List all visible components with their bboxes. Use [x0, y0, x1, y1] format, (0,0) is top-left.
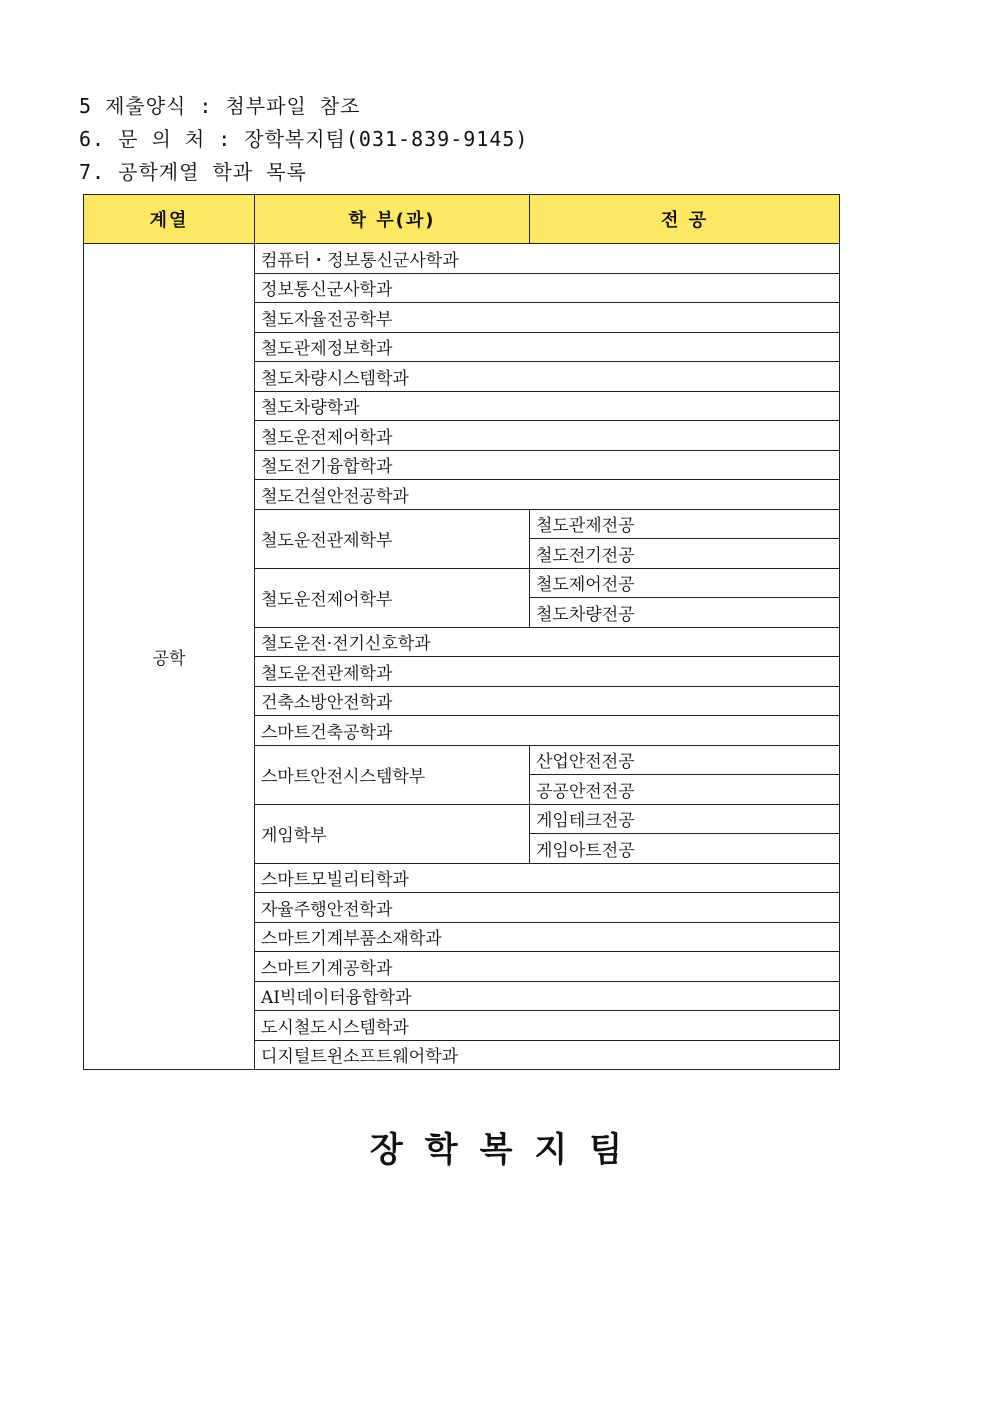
table-header-row	[84, 195, 840, 244]
major-cell: 철도제어전공	[530, 568, 840, 598]
department-cell: 철도운전관제학과	[255, 657, 840, 687]
department-cell: 철도차량학과	[255, 391, 840, 421]
department-cell: 정보통신군사학과	[255, 273, 840, 303]
notice-line-list-title: 7. 공학계열 학과 목록	[79, 160, 307, 184]
table-body	[84, 244, 840, 1070]
department-cell: 철도운전·전기신호학과	[255, 627, 840, 657]
department-cell: 스마트안전시스템학부	[255, 745, 530, 804]
notice-lines	[79, 90, 528, 189]
department-cell: AI빅데이터융합학과	[255, 981, 840, 1011]
major-cell: 공공안전전공	[530, 775, 840, 805]
department-cell: 철도차량시스템학과	[255, 362, 840, 392]
department-cell: 철도건설안전공학과	[255, 480, 840, 510]
notice-line-contact: 6. 문 의 처 : 장학복지팀(031-839-9145)	[79, 127, 529, 151]
header-department: 학 부(과)	[255, 195, 530, 244]
header-major: 전 공	[530, 195, 840, 244]
major-cell: 철도전기전공	[530, 539, 840, 569]
major-cell: 철도차량전공	[530, 598, 840, 628]
department-cell: 철도전기융합학과	[255, 450, 840, 480]
footer-team-name: 장학복지팀	[369, 1130, 645, 1170]
header-category: 계열	[84, 195, 255, 244]
department-cell: 게임학부	[255, 804, 530, 863]
department-cell: 디지털트윈소프트웨어학과	[255, 1040, 840, 1070]
major-cell: 게임아트전공	[530, 834, 840, 864]
department-cell: 건축소방안전학과	[255, 686, 840, 716]
major-cell: 게임테크전공	[530, 804, 840, 834]
department-cell: 스마트모빌리티학과	[255, 863, 840, 893]
department-cell: 스마트건축공학과	[255, 716, 840, 746]
department-cell: 자율주행안전학과	[255, 893, 840, 923]
table-row	[84, 244, 840, 274]
category-cell: 공학	[84, 244, 255, 1070]
department-cell: 철도자율전공학부	[255, 303, 840, 333]
department-cell: 철도관제정보학과	[255, 332, 840, 362]
department-cell: 철도운전제어학부	[255, 568, 530, 627]
department-cell: 도시철도시스템학과	[255, 1011, 840, 1041]
department-cell: 스마트기계부품소재학과	[255, 922, 840, 952]
department-cell: 스마트기계공학과	[255, 952, 840, 982]
department-table	[83, 194, 840, 1070]
major-cell: 철도관제전공	[530, 509, 840, 539]
major-cell: 산업안전전공	[530, 745, 840, 775]
department-cell: 철도운전제어학과	[255, 421, 840, 451]
notice-line-submission: 5 제출양식 : 첨부파일 참조	[79, 94, 361, 118]
department-cell: 철도운전관제학부	[255, 509, 530, 568]
department-cell: 컴퓨터・정보통신군사학과	[255, 244, 840, 274]
